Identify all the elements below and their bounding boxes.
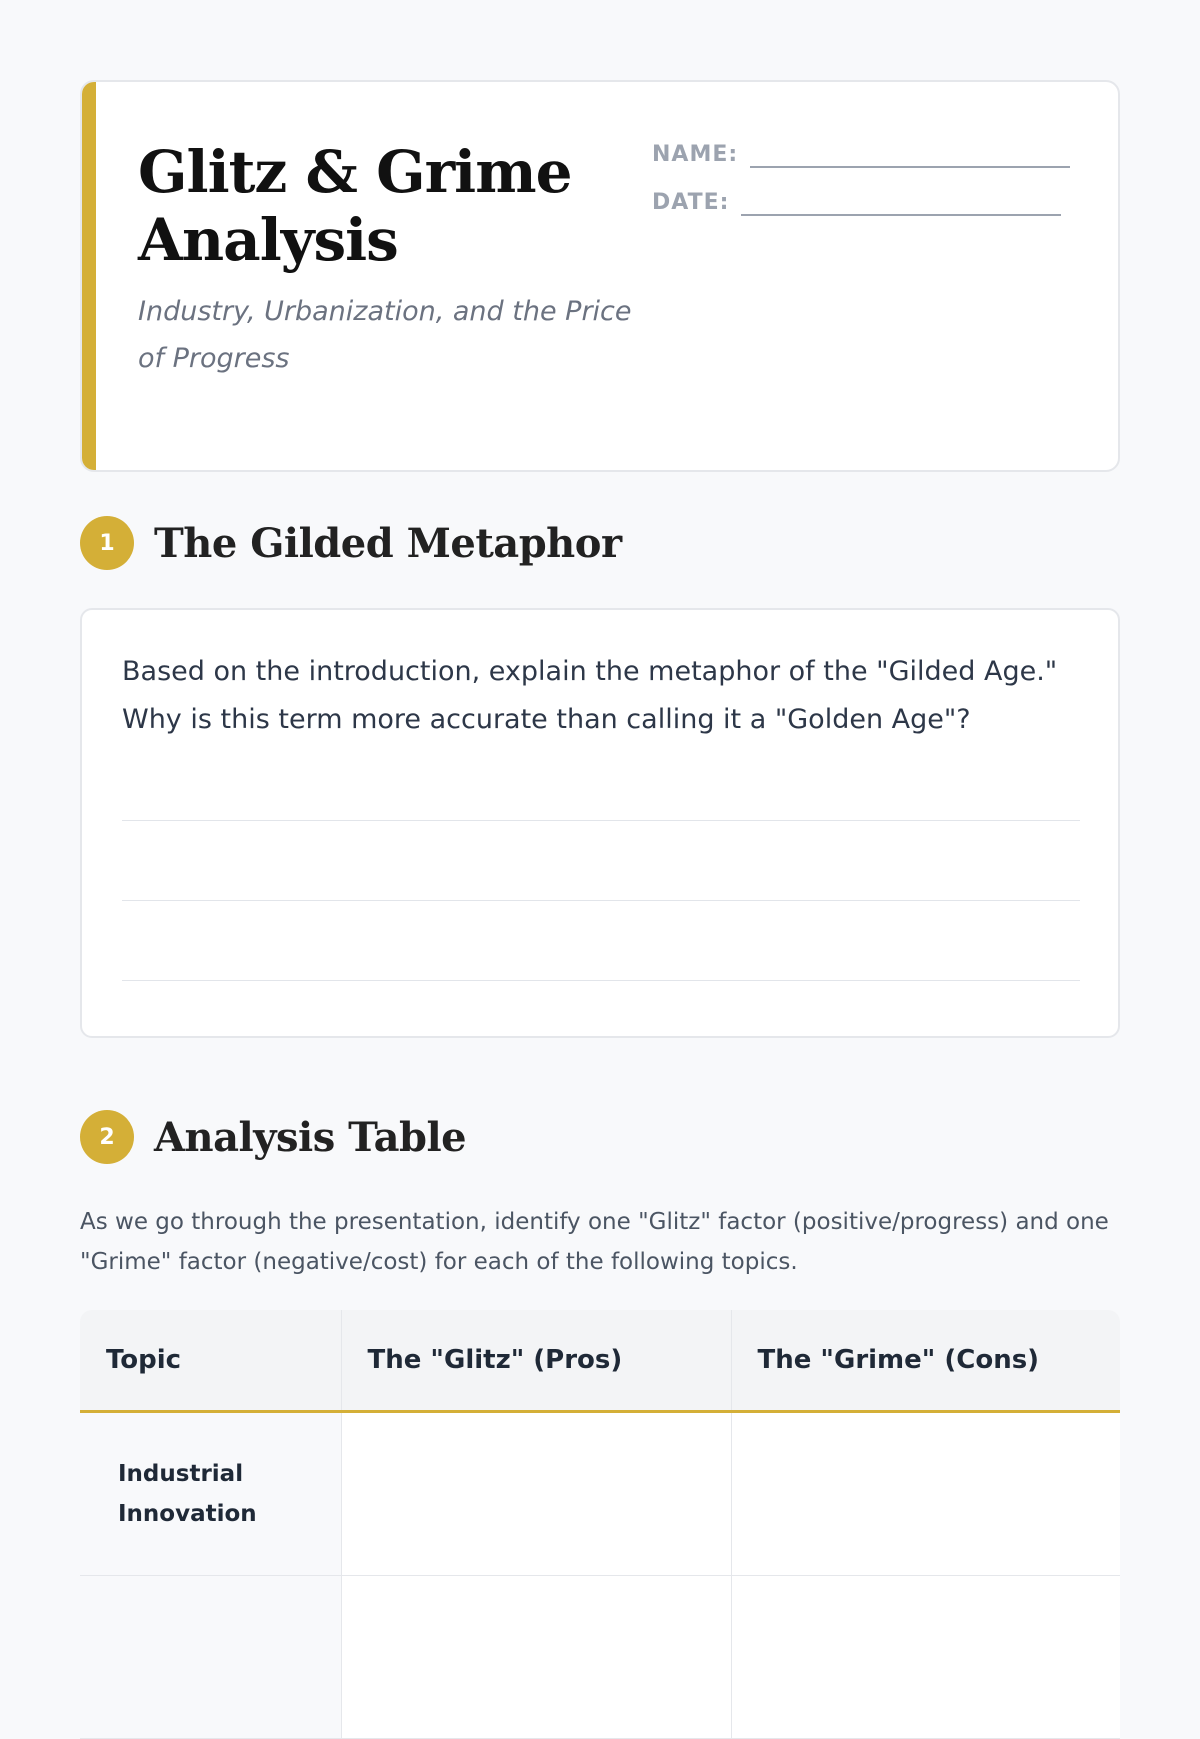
column-header-topic: Topic xyxy=(80,1310,341,1412)
name-label: NAME: xyxy=(652,142,739,167)
section-2-heading xyxy=(80,1110,466,1164)
question-prompt: Based on the introduction, explain the metaphor of the "Gilded Age." Why is this term more accurate than calling it a "Golden Age"? xyxy=(122,656,1058,735)
topic-cell: Industrial Innovation xyxy=(80,1412,341,1576)
analysis-table-wrapper xyxy=(80,1310,1120,1739)
section-title: The Gilded Metaphor xyxy=(154,519,622,567)
column-header-grime: The "Grime" (Cons) xyxy=(731,1310,1120,1412)
column-header-glitz: The "Glitz" (Pros) xyxy=(341,1310,731,1412)
student-info-fields xyxy=(652,140,1072,236)
name-blank-line[interactable] xyxy=(750,166,1070,168)
section-1-heading xyxy=(80,516,622,570)
answer-line[interactable] xyxy=(122,980,1080,981)
worksheet-title: Glitz & Grime Analysis xyxy=(138,138,572,274)
table-header-row xyxy=(80,1310,1120,1412)
glitz-answer-cell[interactable] xyxy=(341,1412,731,1576)
grime-answer-cell[interactable] xyxy=(731,1412,1120,1576)
table-row xyxy=(80,1412,1120,1576)
section-number-badge: 2 xyxy=(80,1110,134,1164)
answer-line[interactable] xyxy=(122,820,1080,821)
section-number-badge: 1 xyxy=(80,516,134,570)
worksheet-page xyxy=(80,80,1120,1527)
accent-bar xyxy=(82,82,96,470)
table-instructions: As we go through the presentation, identify one "Glitz" factor (positive/progress) and one "Grime" factor (negative/cost) for each of the following topics. xyxy=(80,1209,1109,1275)
header-card xyxy=(80,80,1120,472)
date-label: DATE: xyxy=(652,190,730,215)
name-field xyxy=(652,140,1072,170)
analysis-table xyxy=(80,1310,1120,1739)
date-blank-line[interactable] xyxy=(741,214,1061,216)
date-field xyxy=(652,188,1072,218)
question-card xyxy=(80,608,1120,1038)
answer-line[interactable] xyxy=(122,900,1080,901)
section-title: Analysis Table xyxy=(154,1113,467,1161)
worksheet-subtitle: Industry, Urbanization, and the Price of Progress xyxy=(138,296,632,374)
